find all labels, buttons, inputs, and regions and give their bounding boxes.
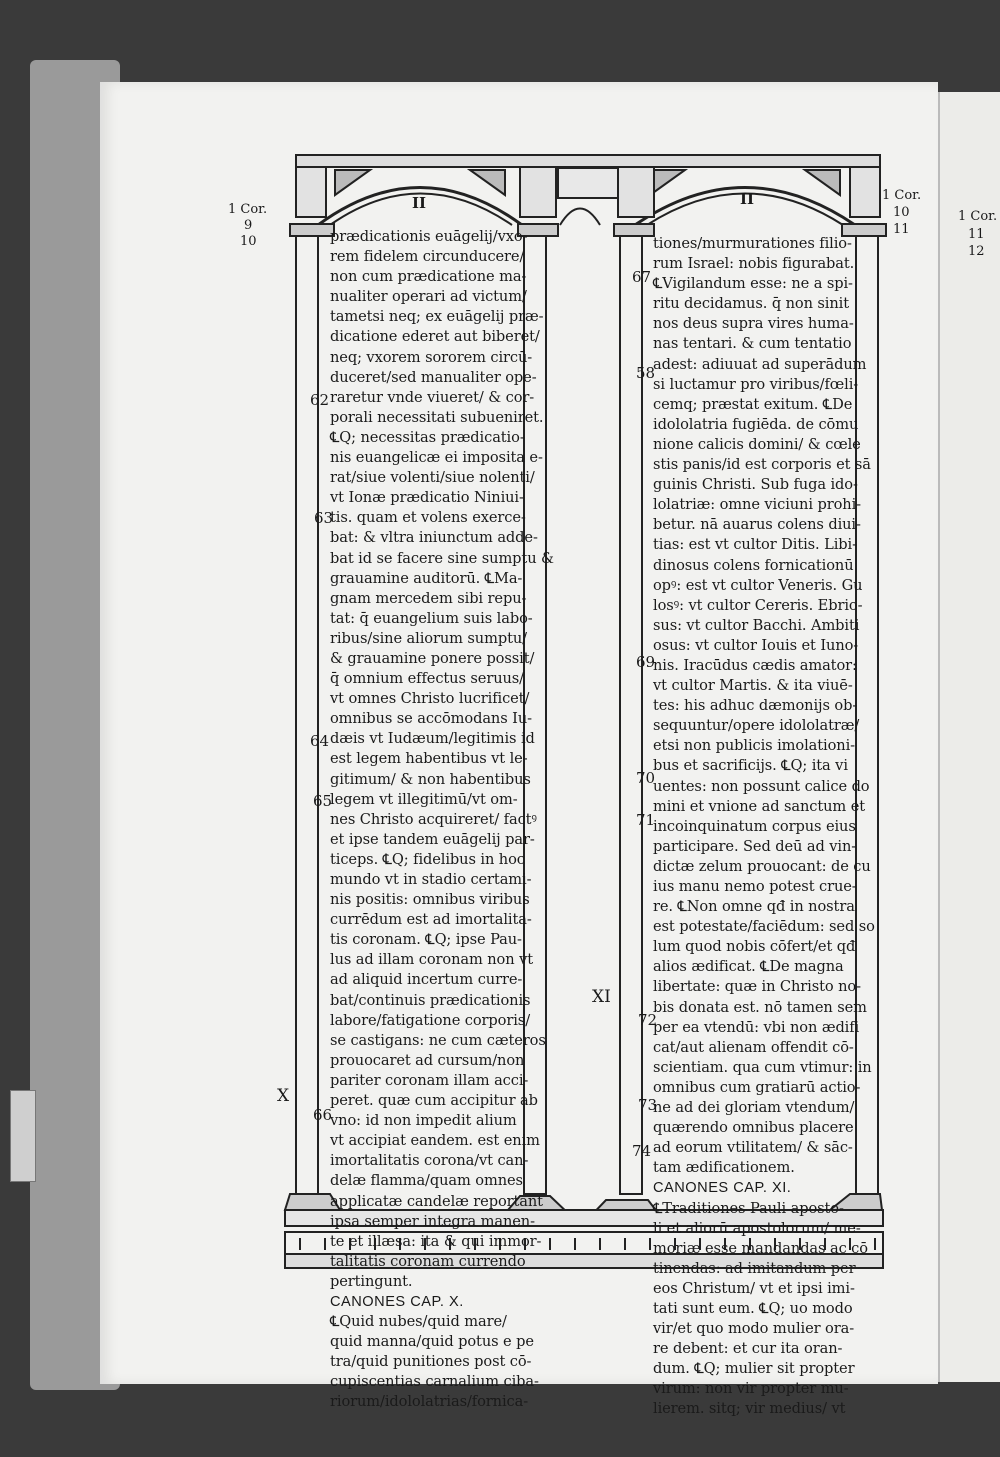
verse-number: 73 <box>638 1096 658 1114</box>
text-line: dictæ zelum prouocant: de cu <box>653 857 871 875</box>
text-line: dinosus colens fornicationū <box>653 556 854 574</box>
text-line: est legem habentibus vt le- <box>330 750 528 768</box>
text-line: etsi non publicis imolationi- <box>653 737 855 755</box>
text-line: rum Israel: nobis figurabat. <box>653 255 855 273</box>
verse-number: 69 <box>636 653 656 671</box>
text-line: guinis Christi. Sub fuga ido- <box>653 476 858 494</box>
text-line: cemq; præstat exitum. ℄De <box>653 395 853 413</box>
verse-number: 65 <box>313 792 333 810</box>
verse-number: 72 <box>638 1011 658 1029</box>
text-line: libertate: quæ in Christo no- <box>653 978 861 996</box>
text-line: nis. Iracūdus cædis amator: <box>653 656 857 674</box>
text-line: quid manna/quid potus e pe <box>330 1333 534 1351</box>
text-line: lolatriæ: omne viciuni prohi- <box>653 496 861 514</box>
margin-ref-ch1-right: 10 <box>893 205 910 220</box>
text-line: omnibus se accōmodans Iu- <box>330 710 532 728</box>
text-line: duceret/sed manualiter ope- <box>330 368 537 386</box>
text-line: vt Ionæ prædicatio Niniui- <box>330 489 524 507</box>
text-line: rat/siue volenti/siue nolenti/ <box>330 469 535 487</box>
text-line: rem fidelem circunducere/ <box>330 248 525 266</box>
margin-ref-ch2-left: 10 <box>240 234 257 249</box>
text-line: pariter coronam illam acci- <box>330 1071 529 1089</box>
text-line: ne ad dei gloriam vtendum/ <box>653 1099 855 1117</box>
facing-ref-book: 1 Cor. <box>958 209 998 224</box>
verse-number: 58 <box>636 364 656 382</box>
text-line: tat: q̄ euangelium suis labo- <box>330 609 533 627</box>
text-line: opꝰ: est vt cultor Veneris. Gu <box>653 576 863 594</box>
text-line: ad eorum vtilitatem/ & sāc- <box>653 1139 853 1157</box>
text-line: tinendas: ad imitandum per <box>653 1259 856 1277</box>
text-line: et ipse tandem euāgelij par- <box>330 830 535 848</box>
verse-number: 64 <box>310 732 330 750</box>
header-numeral-left: II <box>412 194 427 212</box>
text-line: riorum/idololatrias/fornica- <box>330 1393 529 1411</box>
verse-number: 70 <box>636 769 656 787</box>
facing-ref-ch2: 12 <box>968 244 985 259</box>
text-line: re debent: et cur ita oran- <box>653 1340 843 1358</box>
text-line: nas tentari. & cum tentatio <box>653 335 852 353</box>
right-text-column <box>653 234 875 1420</box>
text-line: bat: & vltra iniunctum adde- <box>330 529 538 547</box>
text-line: moriæ esse mandandas ac cō <box>653 1239 868 1257</box>
margin-ref-ch2-right: 11 <box>893 222 910 237</box>
text-line: gitimum/ & non habentibus <box>330 770 531 788</box>
left-text-column <box>330 227 554 1413</box>
text-line: neq; vxorem sororem circū- <box>330 348 533 366</box>
text-line: alios ædificat. ℄De magna <box>653 958 844 976</box>
text-line: ℄Traditiones Pauli aposto- <box>653 1199 844 1217</box>
text-line: eos Christum/ vt et ipsi imi- <box>653 1279 855 1297</box>
text-line: li et aliorū apostolorum/ me- <box>653 1219 861 1237</box>
text-line: betur. nā auarus colens diui- <box>653 516 861 534</box>
verse-number: 71 <box>636 811 656 829</box>
margin-ref-book-right: 1 Cor. <box>882 188 922 203</box>
text-line: grauamine auditorū. ℄Ma- <box>330 569 523 587</box>
text-line: bat/continuis prædicationis <box>330 991 531 1009</box>
text-line: nualiter operari ad victum/ <box>330 288 527 306</box>
text-line: per ea vtendū: vbi non ædifi <box>653 1018 860 1036</box>
verse-number: 62 <box>310 391 330 409</box>
text-line: dæis vt Iudæum/legitimis id <box>330 730 535 748</box>
text-line: nis euangelicæ ei imposita e- <box>330 449 543 467</box>
text-line: ℄Quid nubes/quid mare/ <box>330 1313 507 1331</box>
text-line: nis positis: omnibus viribus <box>330 891 530 909</box>
text-line: & grauamine ponere possit/ <box>330 649 535 667</box>
text-line: virum: non vir propter mu- <box>653 1380 849 1398</box>
text-line: tias: est vt cultor Ditis. Libi- <box>653 536 857 554</box>
text-line: non cum prædicatione ma- <box>330 268 527 286</box>
text-line: omnibus cum gratiarū actio- <box>653 1078 861 1096</box>
text-line: sequuntur/opere idololatræ/ <box>653 717 860 735</box>
text-line: CANONES CAP. X. <box>330 1293 464 1310</box>
text-line: est potestate/faciēdum: sed so <box>653 918 875 936</box>
text-line: vt accipiat eandem. est enim <box>330 1132 540 1150</box>
text-line: stis panis/id est corporis et sā <box>653 456 871 474</box>
text-line: tra/quid punitiones post cō- <box>330 1353 532 1371</box>
text-line: prædicationis euāgelij/vxo- <box>330 228 528 245</box>
text-line: ribus/sine aliorum sumptu/ <box>330 629 527 647</box>
text-line: legem vt illegitimū/vt om- <box>330 790 518 808</box>
text-line: q̄ omnium effectus seruus/ <box>330 670 524 688</box>
text-line: tis coronam. ℄Q; ipse Pau- <box>330 931 522 949</box>
text-line: se castigans: ne cum cæteros <box>330 1031 546 1049</box>
text-line: te et illæsa: ita & qui immor- <box>330 1232 542 1250</box>
text-line: ritu decidamus. q̄ non sinit <box>653 295 850 313</box>
text-line: tiones/murmurationes filio- <box>653 235 852 252</box>
text-line: sus: vt cultor Bacchi. Ambiti <box>653 616 860 634</box>
text-line: mini et vnione ad sanctum et <box>653 797 866 815</box>
text-line: vir/et quo modo mulier ora- <box>653 1320 855 1338</box>
text-line: gnam mercedem sibi repu- <box>330 589 527 607</box>
text-line: CANONES CAP. XI. <box>653 1180 792 1197</box>
verse-number: 67 <box>632 268 652 286</box>
text-line: ius manu nemo potest crue- <box>653 878 857 895</box>
text-line: prouocaret ad cursum/non <box>330 1051 525 1069</box>
text-line: porali necessitati subueniret. <box>330 408 544 426</box>
text-line: cupiscentias carnalium ciba- <box>330 1373 539 1391</box>
text-line: bus et sacrificijs. ℄Q; ita vi <box>653 757 848 775</box>
facing-ref-ch1: 11 <box>968 227 985 242</box>
text-line: ad aliquid incertum curre- <box>330 971 523 989</box>
text-line: ticeps. ℄Q; fidelibus in hoc <box>330 850 525 868</box>
text-line: scientiam. qua cum vtimur: in <box>653 1058 872 1076</box>
chapter-mark-x: X <box>277 1086 290 1106</box>
text-line: vno: id non impedit alium <box>330 1112 517 1130</box>
text-line: delæ flamma/quam omnes <box>330 1172 523 1190</box>
text-line: lum quod nobis cōfert/et qđ <box>653 938 856 956</box>
text-line: bis donata est. nō tamen sem <box>653 998 867 1016</box>
text-line: lus ad illam coronam non vt <box>330 951 533 969</box>
text-line: applicatæ candelæ reportant <box>330 1192 543 1210</box>
text-line: ℄Vigilandum esse: ne a spi- <box>653 275 853 293</box>
margin-ref-ch1-left: 9 <box>244 218 253 233</box>
text-line: labore/fatigatione corporis/ <box>330 1011 531 1029</box>
text-line: talitatis coronam currendo <box>330 1252 526 1270</box>
text-line: dicatione ederet aut biberet/ <box>330 328 540 346</box>
margin-ref-book-left: 1 Cor. <box>228 202 268 217</box>
text-line: nos deus supra vires huma- <box>653 315 854 333</box>
header-numeral-right: II <box>740 190 755 208</box>
text-line: currēdum est ad imortalita- <box>330 911 532 929</box>
text-line: ℄Q; necessitas prædicatio- <box>330 428 525 446</box>
text-line: tam ædificationem. <box>653 1159 795 1177</box>
text-line: peret. quæ cum accipitur ab <box>330 1092 538 1110</box>
text-line: dum. ℄Q; mulier sit propter <box>653 1360 855 1378</box>
text-line: nes Christo acquireret/ factꝰ <box>330 810 537 828</box>
text-line: si luctamur pro viribus/fœli- <box>653 375 859 393</box>
text-line: tati sunt eum. ℄Q; uo modo <box>653 1299 853 1317</box>
text-line: vt omnes Christo lucrificet/ <box>330 690 530 708</box>
text-line: re. ℄Non omne qđ in nostra <box>653 898 855 916</box>
text-line: tametsi neq; ex euāgelij præ- <box>330 308 544 326</box>
verse-number: 74 <box>632 1142 652 1160</box>
verse-number: 63 <box>314 509 334 527</box>
text-line: cat/aut alienam offendit cō- <box>653 1038 854 1056</box>
text-line: nione calicis domini/ & cœle <box>653 435 861 453</box>
text-line: tis. quam et volens exerce- <box>330 509 526 527</box>
text-line: lierem. sitq; vir medius/ vt <box>653 1400 846 1418</box>
text-line: tes: his adhuc dæmonijs ob- <box>653 697 858 715</box>
text-line: mundo vt in stadio certami- <box>330 871 532 888</box>
text-line: uentes: non possunt calice do <box>653 777 870 795</box>
text-line: idololatria fugiēda. de cōmu <box>653 415 859 433</box>
text-line: ipsa semper integra manen- <box>330 1212 535 1230</box>
text-line: bat id se facere sine sumptu & <box>330 549 554 567</box>
text-line: imortalitatis corona/vt can- <box>330 1152 529 1170</box>
verse-number: 66 <box>313 1106 333 1124</box>
text-line: adest: adiuuat ad superādum <box>653 355 867 373</box>
text-line: participare. Sed deū ad vin- <box>653 837 857 855</box>
text-line: quærendo omnibus placere <box>653 1119 854 1137</box>
chapter-mark-xi: XI <box>592 987 611 1007</box>
text-line: losꝰ: vt cultor Cereris. Ebrio- <box>653 596 863 614</box>
text-line: pertingunt. <box>330 1272 413 1290</box>
text-line: vt cultor Martis. & ita viuē- <box>653 677 853 695</box>
text-line: incoinquinatum corpus eius <box>653 817 856 835</box>
text-line: raretur vnde viueret/ & cor- <box>330 388 535 406</box>
text-line: osus: vt cultor Iouis et Iuno- <box>653 636 859 654</box>
